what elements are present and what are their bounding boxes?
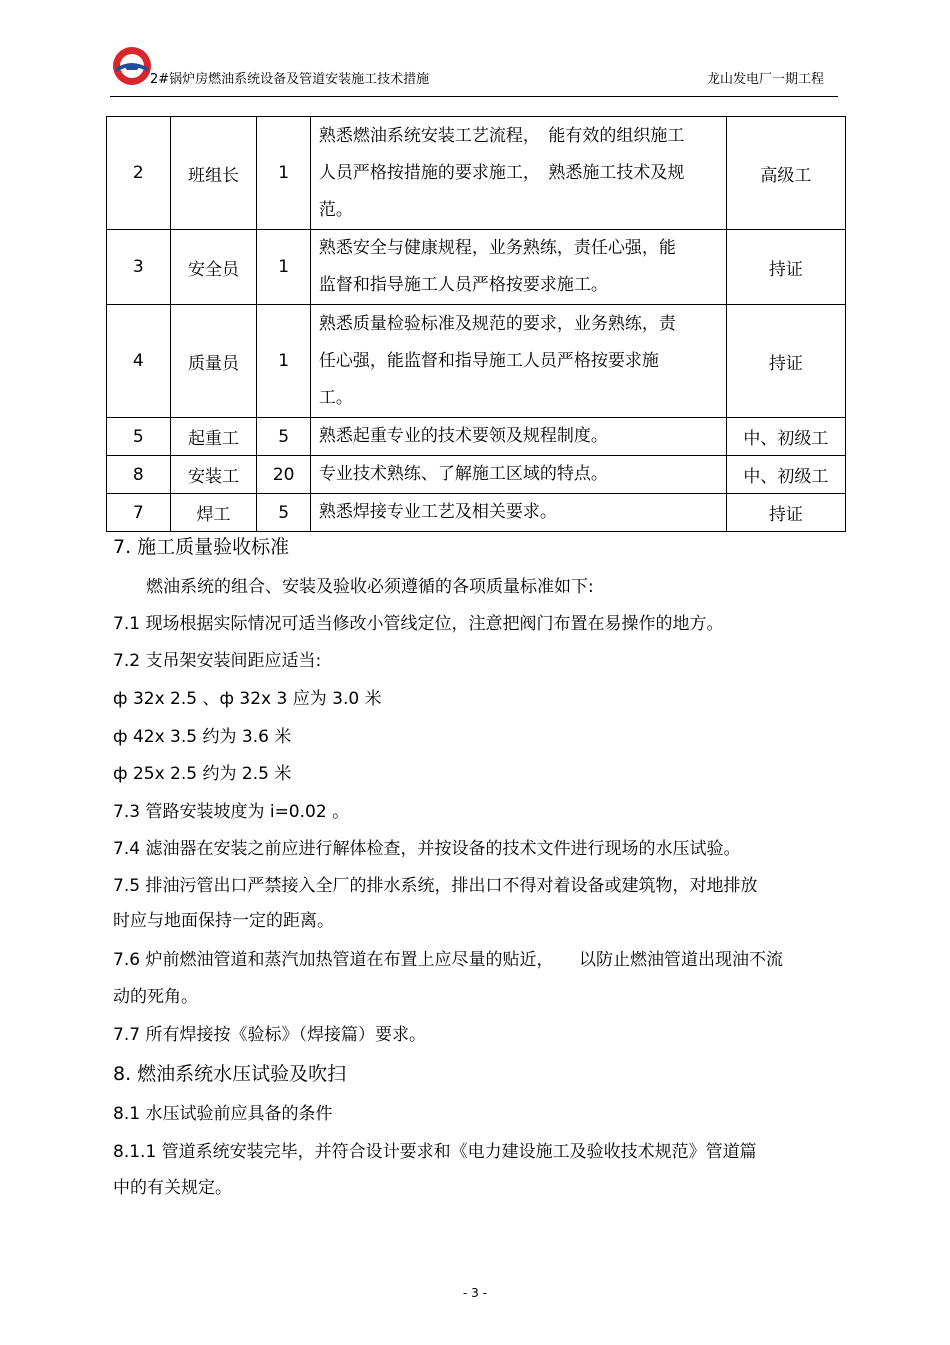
row-number: 5 — [107, 418, 171, 456]
row-number: 4 — [107, 305, 171, 418]
row-count: 1 — [257, 230, 311, 305]
table-row — [107, 230, 846, 305]
row-count: 20 — [257, 456, 311, 494]
table-row — [107, 117, 846, 230]
row-number: 7 — [107, 494, 171, 532]
item-7-7: 7.7 所有焊接按《验标》（焊接篇）要求。 — [113, 1025, 426, 1045]
page-number: - 3 - — [463, 1286, 487, 1300]
company-logo-icon — [110, 44, 154, 88]
item-7-2-b: ф 42x 3.5 约为 3.6 米 — [113, 727, 292, 747]
row-requirement: 持证 — [726, 494, 845, 532]
row-requirement: 持证 — [726, 230, 845, 305]
item-7-4: 7.4 滤油器在安装之前应进行解体检查，并按设备的技术文件进行现场的水压试验。 — [113, 839, 741, 859]
project-name: 龙山发电厂一期工程 — [706, 72, 824, 87]
row-count: 1 — [257, 305, 311, 418]
row-duty: 熟悉焊接专业工艺及相关要求。 — [310, 494, 726, 532]
row-role: 班组长 — [170, 117, 257, 230]
page-header — [110, 40, 838, 97]
row-role: 起重工 — [170, 418, 257, 456]
item-7-1: 7.1 现场根据实际情况可适当修改小管线定位，注意把阀门布置在易操作的地方。 — [113, 614, 724, 634]
row-count: 5 — [257, 494, 311, 532]
row-requirement: 中、初级工 — [726, 456, 845, 494]
item-7-3: 7.3 管路安装坡度为 i=0.02 。 — [113, 802, 350, 822]
item-7-6-line2: 动的死角。 — [113, 987, 198, 1007]
section-7-intro: 燃油系统的组合、安装及验收必须遵循的各项质量标准如下: — [146, 577, 594, 597]
item-8-1-1-line2: 中的有关规定。 — [113, 1178, 232, 1198]
row-duty: 专业技术熟练、了解施工区域的特点。 — [310, 456, 726, 494]
row-duty: 熟悉质量检验标准及规范的要求，业务熟练，责 任心强，能监督和指导施工人员严格按要求施 工。 — [310, 305, 726, 418]
row-role: 质量员 — [170, 305, 257, 418]
row-count: 1 — [257, 117, 311, 230]
item-7-5-line2: 时应与地面保持一定的距离。 — [113, 911, 334, 931]
item-7-6-line1: 7.6 炉前燃油管道和蒸汽加热管道在布置上应尽量的贴近， 以防止燃油管道出现油不流 — [113, 950, 783, 970]
table-row — [107, 456, 846, 494]
item-7-2-a: ф 32x 2.5 、ф 32x 3 应为 3.0 米 — [113, 689, 382, 709]
section-8-heading: 8. 燃油系统水压试验及吹扫 — [113, 1063, 347, 1085]
item-7-5-line1: 7.5 排油污管出口严禁接入全厂的排水系统，排出口不得对着设备或建筑物，对地排放 — [113, 876, 758, 896]
row-duty: 熟悉安全与健康规程，业务熟练，责任心强，能 监督和指导施工人员严格按要求施工。 — [310, 230, 726, 305]
row-requirement: 高级工 — [726, 117, 845, 230]
document-title: 2#锅炉房燃油系统设备及管道安装施工技术措施 — [150, 72, 430, 87]
row-number: 2 — [107, 117, 171, 230]
row-count: 5 — [257, 418, 311, 456]
item-8-1-1-line1: 8.1.1 管道系统安装完毕，并符合设计要求和《电力建设施工及验收技术规范》管道篇 — [113, 1142, 757, 1162]
section-7-heading: 7. 施工质量验收标准 — [113, 536, 290, 558]
row-number: 3 — [107, 230, 171, 305]
table-row — [107, 418, 846, 456]
row-duty: 熟悉起重专业的技术要领及规程制度。 — [310, 418, 726, 456]
row-requirement: 持证 — [726, 305, 845, 418]
staff-table — [106, 116, 846, 532]
row-number: 8 — [107, 456, 171, 494]
row-role: 焊工 — [170, 494, 257, 532]
item-7-2: 7.2 支吊架安装间距应适当: — [113, 651, 322, 671]
row-role: 安全员 — [170, 230, 257, 305]
item-8-1: 8.1 水压试验前应具备的条件 — [113, 1104, 333, 1124]
table-row — [107, 305, 846, 418]
item-7-2-c: ф 25x 2.5 约为 2.5 米 — [113, 764, 292, 784]
row-role: 安装工 — [170, 456, 257, 494]
table-row — [107, 494, 846, 532]
row-requirement: 中、初级工 — [726, 418, 845, 456]
row-duty: 熟悉燃油系统安装工艺流程， 能有效的组织施工 人员严格按措施的要求施工， 熟悉施工技术及规 范。 — [310, 117, 726, 230]
